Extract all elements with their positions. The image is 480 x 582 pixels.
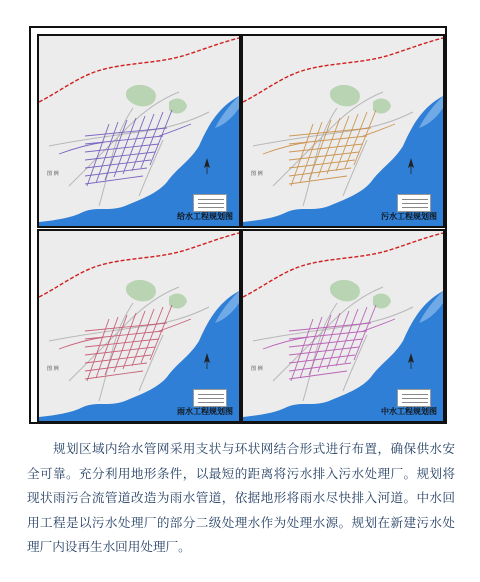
legend-title: 图 例	[251, 366, 263, 372]
description-paragraph: 规划区域内给水管网采用支状与环状网结合形式进行布置，确保供水安全可靠。充分利用地形条件，以最短的距离将污水排入污水处理厂。规划将现状雨污合流管道改造为雨水管道，依据地形将雨水尽快排入河道。中水回用工程是以污水处理厂的部分二级处理水作为处理水源。规划在新建污水处理厂内设再生水回用处理厂。	[27, 441, 455, 554]
panel-label: 雨水工程规划图	[177, 407, 233, 416]
map-panel-water-supply	[37, 34, 241, 228]
map-panel-rainwater	[37, 229, 241, 423]
legend-box	[397, 389, 431, 407]
legend-box	[193, 389, 227, 407]
legend-box	[193, 194, 227, 212]
map-panel-sewage	[241, 34, 445, 228]
legend-title: 图 例	[47, 366, 59, 372]
legend-title: 图 例	[47, 171, 59, 177]
map-panel-reclaimed-water	[241, 229, 445, 423]
panel-label: 污水工程规划图	[381, 212, 437, 221]
panel-label: 给水工程规划图	[177, 212, 233, 221]
panel-label: 中水工程规划图	[381, 407, 437, 416]
plan-board	[29, 26, 447, 424]
legend-title: 图 例	[251, 171, 263, 177]
legend-box	[397, 194, 431, 212]
